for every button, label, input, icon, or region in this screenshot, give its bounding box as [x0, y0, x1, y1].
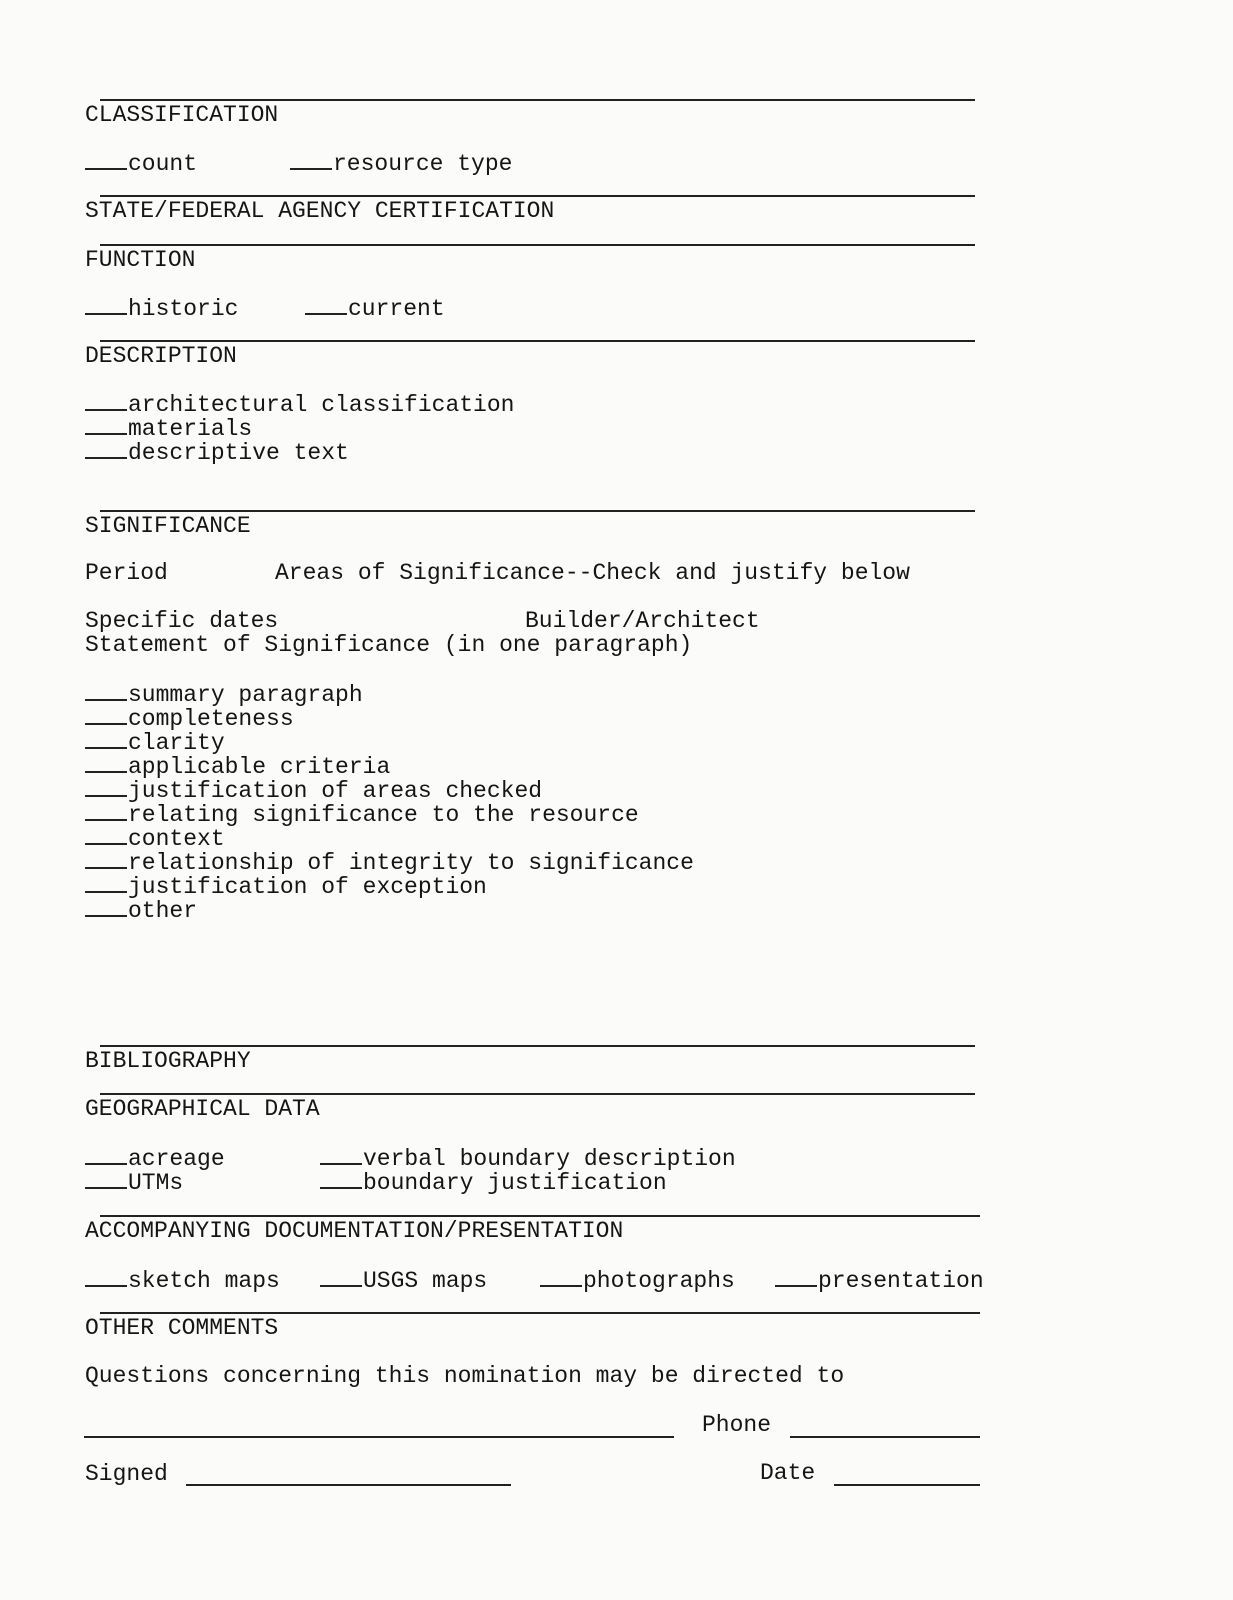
section-rule [100, 1215, 980, 1217]
section-rule [100, 510, 975, 512]
areas-label: Areas of Significance--Check and justify below [275, 560, 910, 586]
questions-text: Questions concerning this nomination may be directed to [85, 1363, 845, 1389]
checkbox-historic[interactable]: historic [85, 295, 238, 321]
section-rule [100, 195, 975, 197]
contact-name-field[interactable] [84, 1436, 674, 1438]
checkbox-applicable-criteria[interactable]: applicable criteria [85, 753, 390, 779]
signed-label: Signed [85, 1461, 168, 1487]
checkbox-justification-of-exception[interactable]: justification of exception [85, 873, 487, 899]
section-rule [100, 1312, 980, 1314]
section-rule [100, 99, 975, 101]
check-blank[interactable] [305, 295, 347, 315]
function-heading: FUNCTION [85, 247, 196, 273]
phone-field[interactable] [790, 1436, 980, 1438]
date-field[interactable] [834, 1484, 980, 1486]
check-blank[interactable] [85, 753, 127, 773]
checkbox-resource-type[interactable]: resource type [290, 150, 512, 176]
period-label: Period [85, 560, 168, 586]
phone-label: Phone [702, 1412, 772, 1438]
check-blank[interactable] [290, 150, 332, 170]
check-blank[interactable] [320, 1169, 362, 1189]
section-rule [100, 1093, 975, 1095]
checkbox-clarity[interactable]: clarity [85, 729, 225, 755]
check-blank[interactable] [85, 391, 127, 411]
comments-heading: OTHER COMMENTS [85, 1315, 279, 1341]
classification-heading: CLASSIFICATION [85, 102, 279, 128]
check-blank[interactable] [775, 1267, 817, 1287]
check-blank[interactable] [320, 1145, 362, 1165]
check-blank[interactable] [85, 705, 127, 725]
check-blank[interactable] [85, 150, 127, 170]
checkbox-count[interactable]: count [85, 150, 197, 176]
checkbox-relating-significance[interactable]: relating significance to the resource [85, 801, 639, 827]
check-blank[interactable] [85, 1267, 127, 1287]
check-blank[interactable] [85, 1145, 127, 1165]
checkbox-summary-paragraph[interactable]: summary paragraph [85, 681, 363, 707]
check-blank[interactable] [85, 415, 127, 435]
check-blank[interactable] [85, 801, 127, 821]
checkbox-verbal-boundary-description[interactable]: verbal boundary description [320, 1145, 736, 1171]
checkbox-materials[interactable]: materials [85, 415, 252, 441]
bibliography-heading: BIBLIOGRAPHY [85, 1048, 251, 1074]
check-blank[interactable] [320, 1267, 362, 1287]
checkbox-utms[interactable]: UTMs [85, 1169, 183, 1195]
section-rule [100, 244, 975, 246]
signature-field[interactable] [186, 1484, 511, 1486]
check-blank[interactable] [85, 897, 127, 917]
checkbox-acreage[interactable]: acreage [85, 1145, 225, 1171]
check-blank[interactable] [85, 729, 127, 749]
section-rule [100, 340, 975, 342]
statement-label: Statement of Significance (in one paragraph) [85, 632, 693, 658]
documentation-heading: ACCOMPANYING DOCUMENTATION/PRESENTATION [85, 1218, 624, 1244]
check-blank[interactable] [85, 777, 127, 797]
check-blank[interactable] [85, 873, 127, 893]
checkbox-presentation[interactable]: presentation [775, 1267, 984, 1293]
checkbox-sketch-maps[interactable]: sketch maps [85, 1267, 280, 1293]
checkbox-architectural-classification[interactable]: architectural classification [85, 391, 514, 417]
check-blank[interactable] [85, 439, 127, 459]
checkbox-context[interactable]: context [85, 825, 225, 851]
section-rule [100, 1045, 975, 1047]
certification-heading: STATE/FEDERAL AGENCY CERTIFICATION [85, 198, 555, 224]
geographical-heading: GEOGRAPHICAL DATA [85, 1096, 320, 1122]
checkbox-completeness[interactable]: completeness [85, 705, 294, 731]
check-blank[interactable] [85, 295, 127, 315]
check-blank[interactable] [85, 681, 127, 701]
description-heading: DESCRIPTION [85, 343, 237, 369]
check-blank[interactable] [85, 825, 127, 845]
checkbox-other[interactable]: other [85, 897, 197, 923]
check-blank[interactable] [540, 1267, 582, 1287]
significance-heading: SIGNIFICANCE [85, 513, 251, 539]
checkbox-boundary-justification[interactable]: boundary justification [320, 1169, 667, 1195]
checkbox-usgs-maps[interactable]: USGS maps [320, 1267, 487, 1293]
specific-dates-label: Specific dates [85, 608, 279, 634]
checkbox-justification-of-areas[interactable]: justification of areas checked [85, 777, 542, 803]
checkbox-current[interactable]: current [305, 295, 445, 321]
check-blank[interactable] [85, 849, 127, 869]
checkbox-photographs[interactable]: photographs [540, 1267, 735, 1293]
date-label: Date [760, 1460, 816, 1486]
check-blank[interactable] [85, 1169, 127, 1189]
builder-architect-label: Builder/Architect [525, 608, 760, 634]
checkbox-relationship-of-integrity[interactable]: relationship of integrity to significance [85, 849, 694, 875]
checkbox-descriptive-text[interactable]: descriptive text [85, 439, 349, 465]
